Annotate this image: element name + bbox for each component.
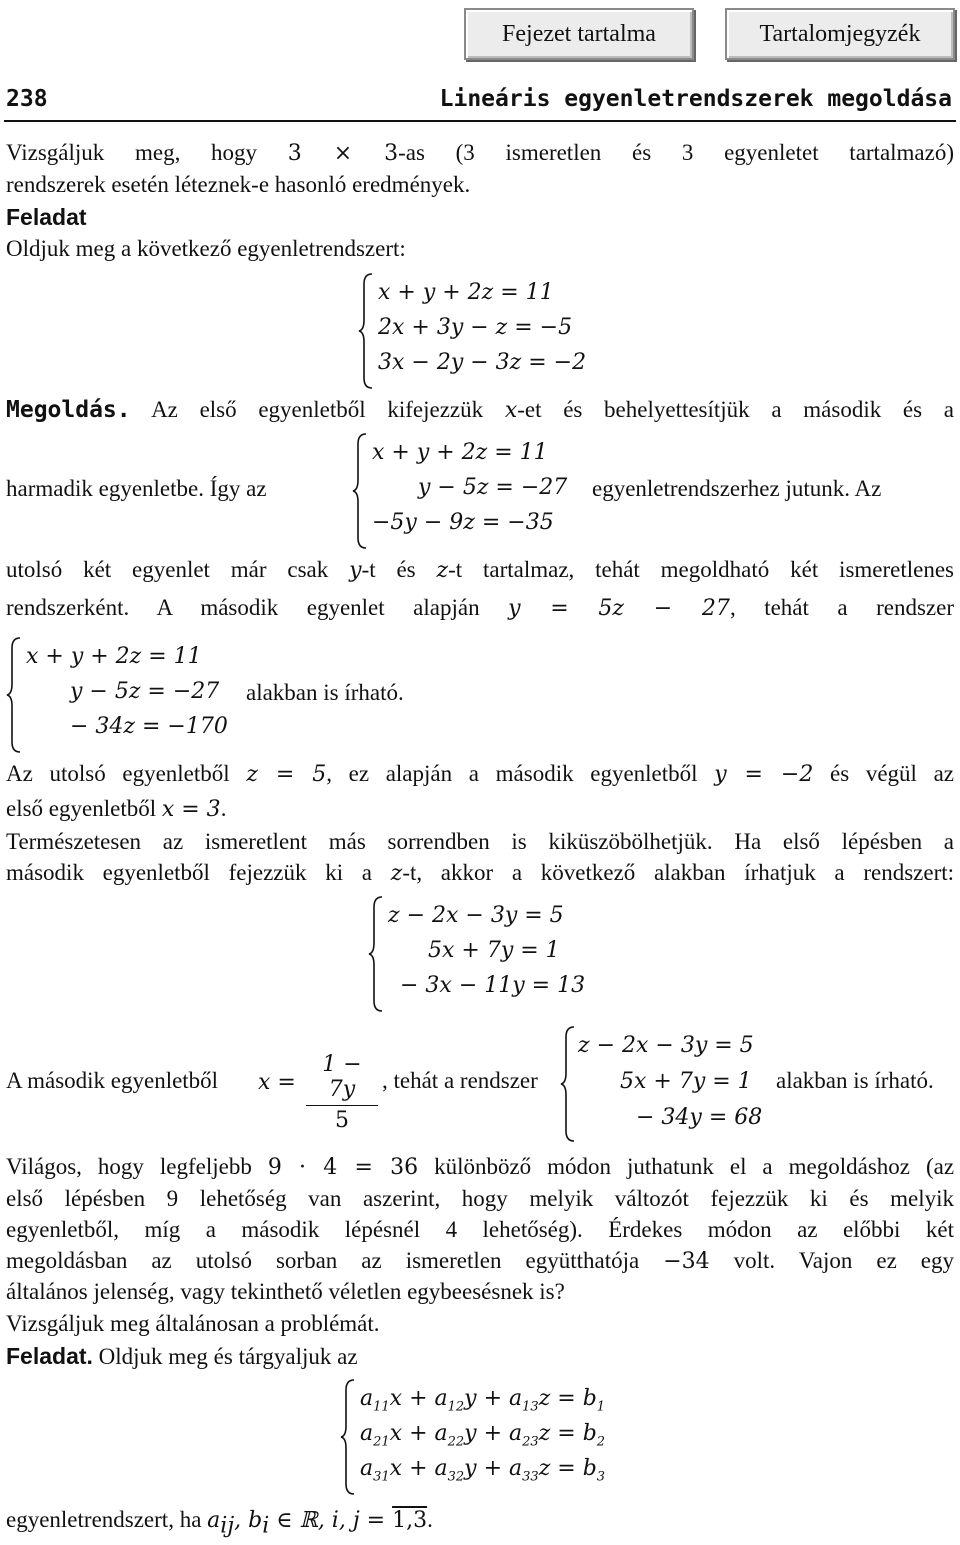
equation: x + y + 2z = 11: [26, 644, 202, 669]
task-label: Feladat: [6, 204, 87, 230]
paragraph-line: egyenletrendszert, ha $a_{ij}$, $b_i$ ∈ ℝ, i, j = 1,3.: [6, 1507, 433, 1539]
brace-icon: [560, 1025, 576, 1143]
equation: x + y + 2z = 11: [372, 440, 548, 465]
task-text: Oldjuk meg a következő egyenletrendszert:: [6, 236, 406, 261]
equation: x + y + 2z = 11: [378, 280, 554, 305]
equation: 3x − 2y − 3z = −2: [378, 350, 587, 375]
equation: z − 2x − 3y = 5: [578, 1033, 754, 1058]
paragraph-line: Természetesen az ismeretlent más sorrendben is kiküszöbölhetjük. Ha első lépésben a: [6, 829, 954, 854]
paragraph-line: Világos, hogy legfeljebb 9 · 4 = 36 különböző módon juthatunk el a megoldáshoz (az: [6, 1154, 955, 1180]
table-of-contents-button[interactable]: Tartalomjegyzék: [725, 8, 955, 60]
page-header: [6, 86, 952, 120]
paragraph-line: A második egyenletből: [6, 1068, 219, 1093]
chapter-contents-button[interactable]: Fejezet tartalma: [464, 8, 694, 60]
equation: y − 5z = −27: [418, 475, 568, 500]
paragraph-line: alakban is írható.: [246, 680, 404, 705]
paragraph-line: Vizsgáljuk meg, hogy 3 × 3-as (3 ismeretlen és 3 egyenletet tartalmazó): [6, 140, 955, 166]
fraction-bar: [306, 1105, 378, 1106]
page-number: 238: [6, 86, 48, 112]
equation: 2x + 3y − z = −5: [378, 315, 573, 340]
brace-icon: [352, 432, 368, 550]
chapter-title: Lineáris egyenletrendszerek megoldása: [439, 86, 952, 112]
equation: 5x + 7y = 1: [428, 938, 560, 963]
brace-icon: [368, 895, 384, 1013]
equation: z − 2x − 3y = 5: [388, 903, 564, 928]
paragraph-line: első lépésben 9 lehetőség van aszerint, hogy melyik változót fejezzük ki és melyik: [6, 1186, 954, 1211]
paragraph-line: alakban is írható.: [776, 1068, 934, 1093]
paragraph-line: Megoldás. Az első egyenletből kifejezzük x-et és behelyettesítjük a második és a: [6, 397, 955, 423]
equation: y − 5z = −27: [70, 679, 220, 704]
equation: 5x + 7y = 1: [620, 1069, 752, 1094]
equation: − 3x − 11y = 13: [400, 973, 586, 998]
brace-icon: [6, 636, 22, 754]
fraction: [306, 1052, 378, 1133]
paragraph-line: Az utolsó egyenletből z = 5, ez alapján a második egyenletből y = −2 és végül az: [6, 761, 955, 787]
task-label: Feladat.: [6, 1343, 93, 1369]
paragraph-line: egyenletrendszerhez jutunk. Az: [592, 476, 882, 501]
fraction-denominator: 5: [335, 1108, 349, 1133]
brace-icon: [358, 272, 374, 390]
paragraph-line: egyenletből, míg a második lépésnél 4 lehetőség). Érdekes módon az előbbi két: [6, 1217, 954, 1242]
equation: $a_{31}x + a_{32}y + a_{33}z = b_3$: [360, 1456, 606, 1485]
equation: − 34z = −170: [70, 714, 228, 739]
paragraph-line: Feladat. Oldjuk meg és tárgyaljuk az: [6, 1343, 358, 1369]
header-rule: [4, 120, 956, 122]
paragraph-line: rendszerként. A második egyenlet alapján y = 5z − 27, tehát a rendszer: [6, 595, 954, 621]
paragraph-line: , tehát a rendszer: [382, 1068, 538, 1093]
brace-icon: [340, 1378, 356, 1496]
paragraph-line: első egyenletből x = 3.: [6, 796, 227, 822]
equation: − 34y = 68: [636, 1105, 763, 1130]
paragraph-line: általános jelenség, vagy tekinthető véletlen egybeesésnek is?: [6, 1279, 565, 1304]
paragraph-line: harmadik egyenletbe. Így az: [6, 476, 267, 501]
equation: −5y − 9z = −35: [372, 510, 554, 535]
paragraph-line: utolsó két egyenlet már csak y-t és z-t tartalmaz, tehát megoldható két ismeretlenes: [6, 557, 955, 583]
equation: $a_{11}x + a_{12}y + a_{13}z = b_1$: [360, 1386, 606, 1415]
paragraph-line: megoldásban az utolsó sorban az ismeretlen együtthatója −34 volt. Vajon ez egy: [6, 1248, 955, 1274]
paragraph-line: rendszerek esetén léteznek-e hasonló eredmények.: [6, 172, 471, 197]
equation: $a_{21}x + a_{22}y + a_{23}z = b_2$: [360, 1421, 606, 1450]
paragraph-line: Vizsgáljuk meg általánosan a problémát.: [6, 1311, 380, 1336]
equation: x =: [258, 1070, 296, 1095]
paragraph-line: második egyenletből fejezzük ki a z-t, akkor a következő alakban írhatjuk a rendszert:: [6, 860, 955, 886]
fraction-numerator: 1 − 7y: [322, 1052, 362, 1102]
